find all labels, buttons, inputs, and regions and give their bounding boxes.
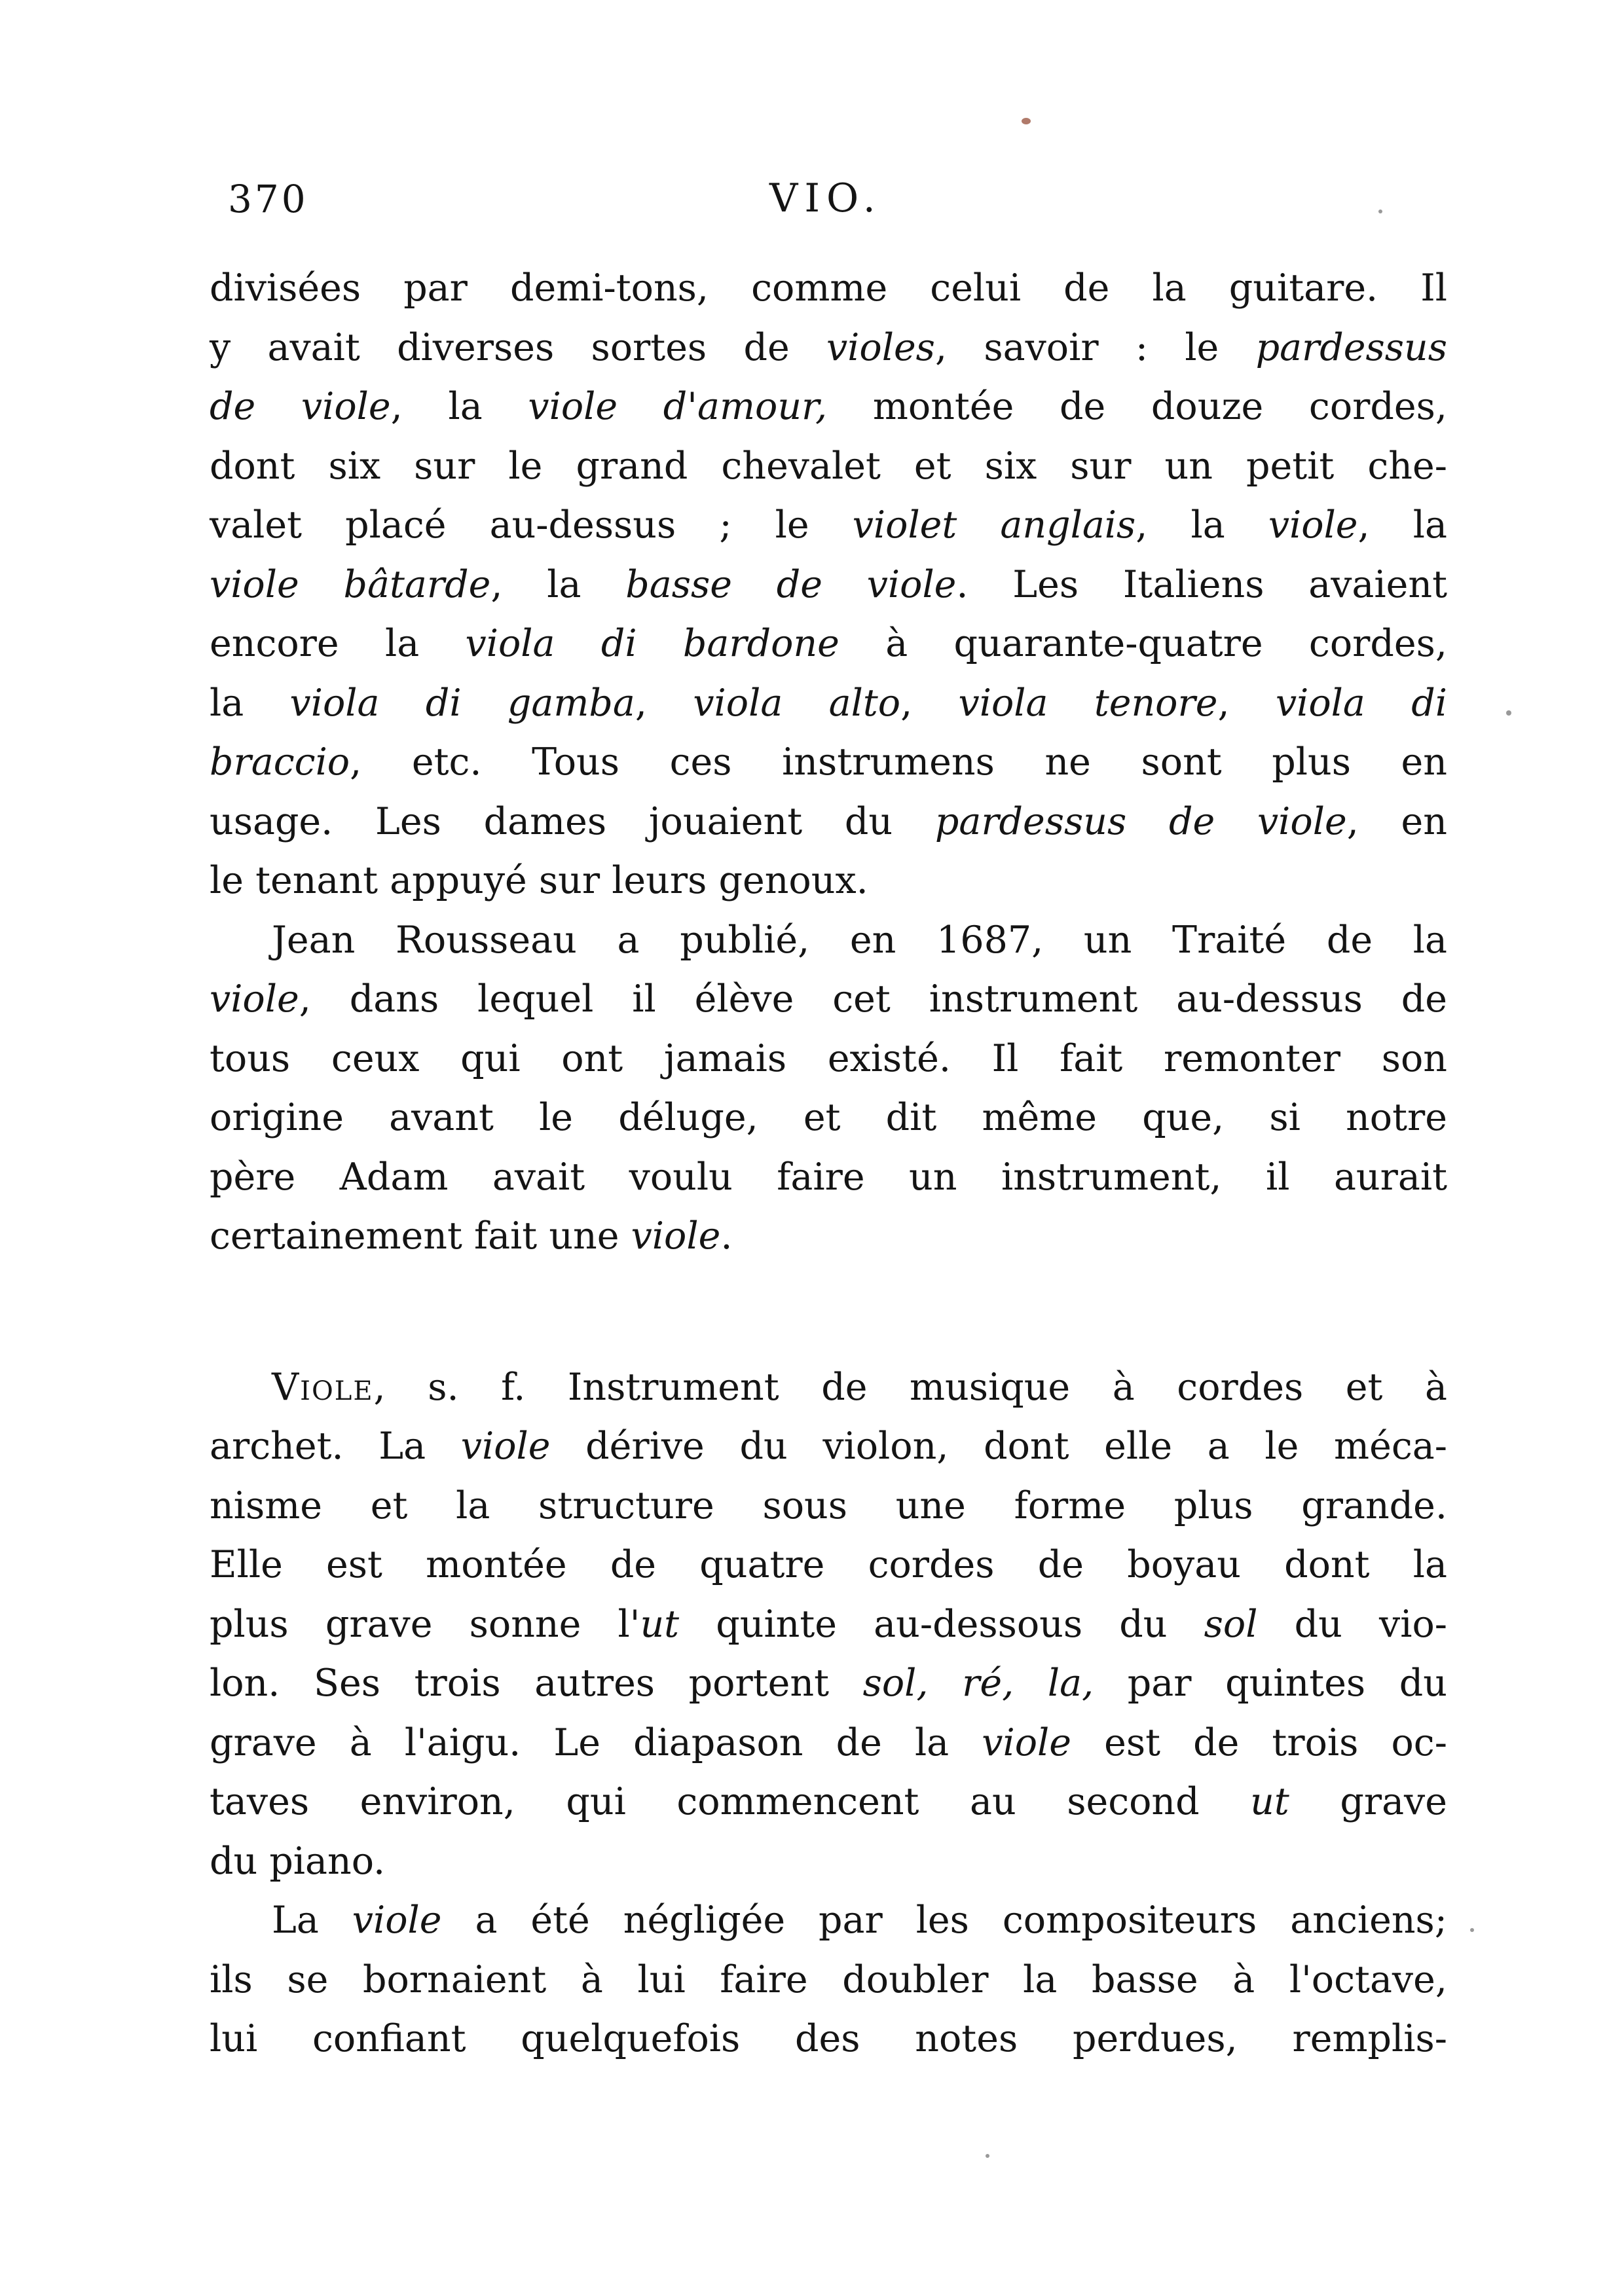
ink-speck xyxy=(1470,1928,1474,1932)
text-line: père Adam avait voulu faire un instrument, il aurait xyxy=(210,1155,1447,1199)
text-line: y avait diverses sortes de violes, savoir : le pardessus xyxy=(210,325,1447,369)
text-line: de viole, la viole d'amour, montée de douze cordes, xyxy=(210,385,1447,428)
entry-gap xyxy=(210,1266,1447,1358)
text-line: divisées par demi-tons, comme celui de la guitare. Il xyxy=(210,266,1447,310)
text-line: origine avant le déluge, et dit même que, si notre xyxy=(210,1096,1447,1139)
text-line: valet placé au-dessus ; le violet anglais, la viole, la xyxy=(210,503,1447,547)
text-line: usage. Les dames jouaient du pardessus de viole, en xyxy=(210,799,1447,843)
text-body xyxy=(210,259,1447,2069)
ink-speck xyxy=(1022,118,1031,124)
text-line: nisme et la structure sous une forme plus grande. xyxy=(210,1484,1447,1527)
text-line: plus grave sonne l'ut quinte au-dessous du sol du vio- xyxy=(210,1602,1448,1646)
text-line: du piano. xyxy=(210,1839,386,1883)
text-line: ils se bornaient à lui faire doubler la basse à l'octave, xyxy=(210,1958,1447,2001)
text-line: le tenant appuyé sur leurs genoux. xyxy=(210,859,868,902)
text-line: grave à l'aigu. Le diapason de la viole est de trois oc- xyxy=(210,1721,1447,1764)
text-line: Jean Rousseau a publié, en 1687, un Traité de la xyxy=(272,918,1447,962)
running-head: VIO. xyxy=(769,175,882,221)
text-line: braccio, etc. Tous ces instrumens ne sont plus en xyxy=(210,740,1447,784)
text-line: la viola di gamba, viola alto, viola tenore, viola di xyxy=(210,681,1447,725)
ink-speck xyxy=(1506,710,1511,716)
text-line: viole, dans lequel il élève cet instrument au-dessus de xyxy=(210,977,1447,1021)
text-line: Elle est montée de quatre cordes de boyau dont la xyxy=(210,1543,1447,1586)
text-line: tous ceux qui ont jamais existé. Il fait remonter son xyxy=(210,1036,1447,1080)
text-line: dont six sur le grand chevalet et six sur un petit che- xyxy=(210,444,1447,488)
text-line: certainement fait une viole. xyxy=(210,1214,733,1258)
ink-speck xyxy=(986,2154,989,2158)
text-line: taves environ, qui commencent au second ut grave xyxy=(210,1780,1447,1823)
page-number: 370 xyxy=(228,177,308,221)
text-line: Viole, s. f. Instrument de musique à cordes et à xyxy=(272,1365,1447,1409)
text-line: La viole a été négligée par les compositeurs anciens; xyxy=(272,1899,1447,1942)
entry-headword: Viole xyxy=(272,1365,374,1409)
ink-speck xyxy=(1378,210,1382,213)
text-line: archet. La viole dérive du violon, dont elle a le méca- xyxy=(210,1425,1447,1468)
text-line: viole bâtarde, la basse de viole. Les Italiens avaient xyxy=(210,562,1447,606)
text-line: encore la viola di bardone à quarante-quatre cordes, xyxy=(210,622,1447,665)
text-line: lon. Ses trois autres portent sol, ré, la, par quintes du xyxy=(210,1662,1447,1705)
text-line: lui confiant quelquefois des notes perdues, remplis- xyxy=(210,2017,1447,2060)
